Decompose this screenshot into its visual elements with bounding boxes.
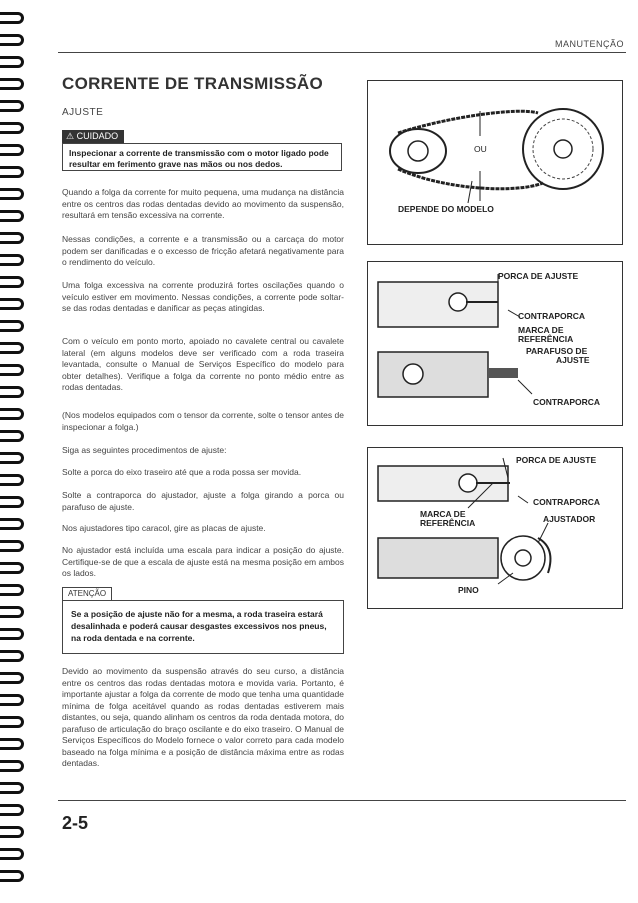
note-badge: ATENÇÃO	[62, 587, 112, 601]
header-section: MANUTENÇÃO	[554, 39, 624, 49]
fig3-porca: PORCA DE AJUSTE	[516, 455, 597, 465]
binding-ring	[0, 298, 24, 310]
spiral-binding	[0, 0, 26, 903]
binding-ring	[0, 474, 24, 486]
final-paragraph: Devido ao movimento da suspensão através do seu curso, a distância entre os centros das rodas dentadas motora e movida varia. Portanto, é importante ajustar a folga da corrente de modo que tenha uma quantidade mínima de folga aceitável quando as rodas dentadas estiverem mais distantes, ou seja, quando alinham os centros da roda dentada motora, do parafuso de articulação do braço oscilante e do eixo traseiro. O Manual de Serviços Específicos do Modelo fornece o valor correto para cada modelo baseado na folga mínima e a posição de distância máxima entre as rodas dentadas.	[62, 666, 344, 768]
fig2-contraporca-bottom: CONTRAPORCA	[533, 397, 601, 407]
warning-badge-label: CUIDADO	[76, 131, 119, 141]
page-number: 2-5	[62, 813, 89, 833]
paragraph-6: Siga as seguintes procedimentos de ajuste:	[62, 445, 227, 455]
binding-ring	[0, 628, 24, 640]
binding-ring	[0, 276, 24, 288]
warning-triangle-icon: ⚠	[66, 131, 75, 141]
binding-ring	[0, 518, 24, 530]
footer-divider	[58, 800, 626, 801]
binding-ring	[0, 760, 24, 772]
binding-ring	[0, 210, 24, 222]
fig2-parafuso-2: AJUSTE	[556, 355, 590, 365]
binding-ring	[0, 122, 24, 134]
binding-ring	[0, 232, 24, 244]
binding-ring	[0, 804, 24, 816]
paragraph-9: Nos ajustadores tipo caracol, gire as placas de ajuste.	[62, 523, 266, 533]
binding-ring	[0, 100, 24, 112]
paragraph-2: Nessas condições, a corrente e a transmissão ou a carcaça do motor podem ser danificadas e o excesso de fricção afetará negativamente para o rendimento do veículo.	[62, 234, 344, 267]
fig3-marca-1: MARCA DE	[420, 509, 466, 519]
binding-ring	[0, 430, 24, 442]
binding-ring	[0, 848, 24, 860]
binding-ring	[0, 144, 24, 156]
fig2-marca-2: REFERÊNCIA	[518, 334, 574, 344]
paragraph-1: Quando a folga da corrente for muito pequena, uma mudança na distância entre os centros das rodas dentadas devido ao movimento da suspensão, resultará em tensão excessiva na corrente.	[62, 187, 344, 220]
section-subtitle: AJUSTE	[62, 107, 104, 118]
figure-snail-adjuster	[367, 447, 623, 609]
binding-ring	[0, 254, 24, 266]
binding-ring	[0, 562, 24, 574]
paragraph-10: No ajustador está incluída uma escala para indicar a posição do ajuste. Certifique-se de que a escala de ajuste está na mesma posição em ambos os lados.	[62, 545, 344, 578]
binding-ring	[0, 716, 24, 728]
fig2-contraporca-top: CONTRAPORCA	[518, 311, 586, 321]
warning-box: Inspecionar a corrente de transmissão com o motor ligado pode resultar em ferimento grave nas mãos ou nos dedos.	[62, 143, 342, 171]
binding-ring	[0, 56, 24, 68]
fig2-porca: PORCA DE AJUSTE	[498, 271, 579, 281]
paragraph-7: Solte a porca do eixo traseiro até que a roda possa ser movida.	[62, 467, 302, 477]
binding-ring	[0, 364, 24, 376]
chain-drive-illustration	[368, 81, 622, 244]
binding-ring	[0, 826, 24, 838]
binding-ring	[0, 870, 24, 882]
fig3-pino: PINO	[458, 585, 479, 595]
binding-ring	[0, 408, 24, 420]
snail-adjuster-illustration	[368, 448, 622, 608]
fig2-marca-1: MARCA DE	[518, 325, 564, 335]
binding-ring	[0, 34, 24, 46]
binding-ring	[0, 738, 24, 750]
binding-ring	[0, 342, 24, 354]
fig1-ou-label: OU	[474, 144, 487, 154]
binding-ring	[0, 166, 24, 178]
paragraph-4: Com o veículo em ponto morto, apoiado no cavalete central ou cavalete lateral (em alguns modelos deve ser verificado com a roda traseira levantada, consulte o Manual de Serviços Específico do modelo para obter detalhes). Verifique a folga da corrente no ponto médio entre as rodas dentadas.	[62, 336, 344, 392]
fig3-ajustador: AJUSTADOR	[543, 514, 596, 524]
fig3-contraporca: CONTRAPORCA	[533, 497, 601, 507]
binding-ring	[0, 452, 24, 464]
binding-ring	[0, 584, 24, 596]
paragraph-5: (Nos modelos equipados com o tensor da corrente, solte o tensor antes de inspecionar a folga.)	[62, 410, 344, 432]
binding-ring	[0, 782, 24, 794]
fig1-caption: DEPENDE DO MODELO	[398, 204, 494, 214]
fig2-parafuso-1: PARAFUSO DE	[526, 346, 588, 356]
binding-ring	[0, 540, 24, 552]
binding-ring	[0, 12, 24, 24]
binding-ring	[0, 650, 24, 662]
binding-ring	[0, 496, 24, 508]
page-title: CORRENTE DE TRANSMISSÃO	[62, 74, 323, 93]
binding-ring	[0, 606, 24, 618]
paragraph-3: Uma folga excessiva na corrente produzirá fortes oscilações quando o veículo estiver em movimento. Nessas condições, a corrente pode soltar-se das rodas dentadas e danificar as peças atingidas.	[62, 280, 344, 313]
binding-ring	[0, 78, 24, 90]
binding-ring	[0, 188, 24, 200]
figure-adjusting-nut	[367, 261, 623, 426]
note-box: Se a posição de ajuste não for a mesma, a roda traseira estará desalinhada e poderá causar desgastes excessivos nos pneus, na roda dentada e na corrente.	[62, 600, 344, 654]
fig3-marca-2: REFERÊNCIA	[420, 518, 476, 528]
paragraph-8: Solte a contraporca do ajustador, ajuste a folga girando a porca ou parafuso de ajuste.	[62, 490, 344, 512]
binding-ring	[0, 672, 24, 684]
binding-ring	[0, 694, 24, 706]
warning-badge	[62, 130, 124, 143]
binding-ring	[0, 320, 24, 332]
binding-ring	[0, 386, 24, 398]
figure-chain-drive	[367, 80, 623, 245]
header-divider	[58, 52, 626, 53]
